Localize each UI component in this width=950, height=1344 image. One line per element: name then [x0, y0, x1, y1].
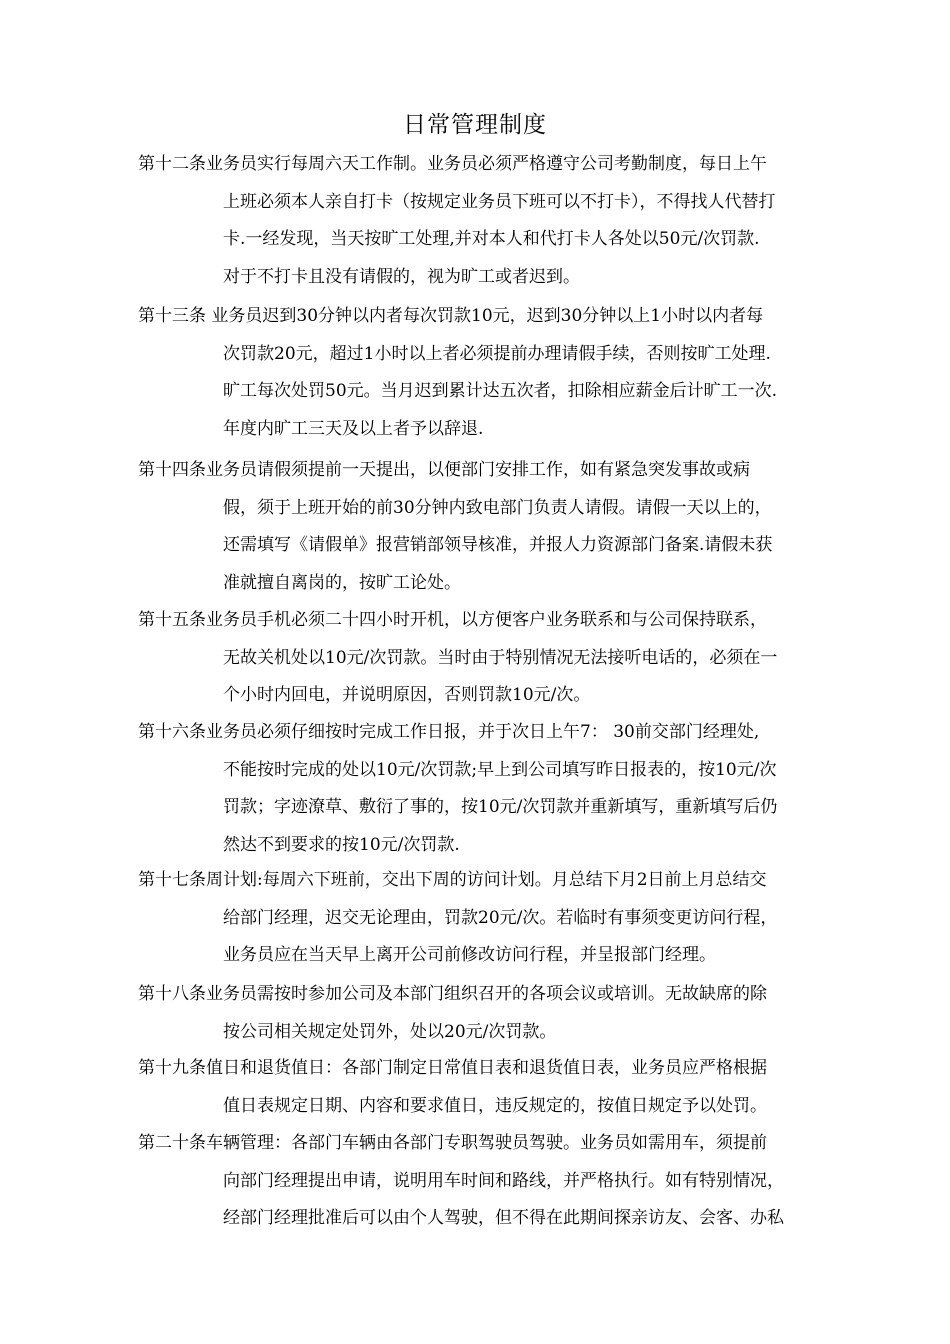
clause-13 — [138, 298, 823, 448]
clause-19 — [138, 1050, 823, 1125]
clause-15 — [138, 602, 823, 715]
clause-line: 经部门经理批准后可以由个人驾驶，但不得在此期间探亲访友、会客、办私 — [223, 1208, 784, 1228]
clause-line: 给部门经理，迟交无论理由，罚款20元/次。若临时有事须变更访问行程， — [223, 907, 778, 928]
clause-line: 不能按时完成的处以10元/次罚款;早上到公司填写昨日报表的，按10元/次 — [223, 759, 777, 780]
clause-line: 罚款；字迹潦草、敷衍了事的，按10元/次罚款并重新填写，重新填写后仍 — [223, 797, 778, 817]
clause-line: 然达不到要求的按10元/次罚款. — [223, 834, 460, 855]
clause-line: 无故关机处以10元/次罚款。当时由于特别情况无法接听电话的，必须在一 — [223, 647, 778, 668]
document-title: 日常管理制度 — [403, 112, 547, 138]
clause-line: 卡.一经发现，当天按旷工处理,并对本人和代打卡人各处以50元/次罚款. — [223, 229, 760, 249]
clause-line: 个小时内回电，并说明原因，否则罚款10元/次。 — [223, 685, 591, 705]
clause-line: 第十六条业务员必须仔细按时完成工作日报，并于次日上午7： 30前交部门经理处, — [138, 722, 760, 742]
clause-line: 第十八条业务员需按时参加公司及本部门组织召开的各项会议或培训。无故缺席的除 — [138, 984, 767, 1004]
clause-line: 年度内旷工三天及以上者予以辞退. — [223, 418, 484, 439]
clause-line: 第二十条车辆管理：各部门车辆由各部门专职驾驶员驾驶。业务员如需用车，须提前 — [138, 1133, 767, 1153]
clause-14 — [138, 452, 823, 602]
clause-line: 第十四条业务员请假须提前一天提出，以便部门安排工作，如有紧急突发事故或病 — [138, 460, 750, 480]
clause-18 — [138, 976, 823, 1051]
clause-line: 第十七条周计划:每周六下班前，交出下周的访问计划。月总结下月2日前上月总结交 — [138, 870, 767, 890]
clause-line: 值日表规定日期、内容和要求值日，违反规定的，按值日规定予以处罚。 — [223, 1095, 767, 1116]
clause-line: 第十九条值日和退货值日：各部门制定日常值日表和退货值日表，业务员应严格根据 — [138, 1058, 767, 1078]
clause-line: 第十五条业务员手机必须二十四小时开机，以方便客户业务联系和与公司保持联系， — [138, 610, 767, 630]
clause-line: 假，须于上班开始的前30分钟内致电部门负责人请假。请假一天以上的， — [223, 497, 772, 518]
clause-20 — [138, 1125, 823, 1238]
clause-17 — [138, 862, 823, 975]
clause-line: 旷工每次处罚50元。当月迟到累计达五次者，扣除相应薪金后计旷工一次. — [223, 381, 778, 401]
clause-line: 次罚款20元，超过1小时以上者必须提前办理请假手续，否则按旷工处理. — [223, 343, 771, 364]
clause-line: 向部门经理提出申请，说明用车时间和路线，并严格执行。如有特别情况， — [223, 1170, 784, 1191]
clause-line: 业务员应在当天早上离开公司前修改访问行程，并呈报部门经理。 — [223, 945, 716, 965]
clause-line: 还需填写《请假单》报营销部领导核准，并报人力资源部门备案.请假未获 — [223, 535, 773, 555]
clause-line: 按公司相关规定处罚外，处以20元/次罚款。 — [223, 1021, 557, 1042]
clause-12 — [138, 146, 823, 296]
clause-16 — [138, 714, 823, 864]
clause-line: 第十二条业务员实行每周六天工作制。业务员必须严格遵守公司考勤制度，每日上午 — [138, 154, 767, 174]
clause-line: 第十三条 业务员迟到30分钟以内者每次罚款10元，迟到30分钟以上1小时以内者每 — [138, 306, 764, 326]
clause-line: 对于不打卡且没有请假的，视为旷工或者迟到。 — [223, 266, 580, 287]
clause-line: 上班必须本人亲自打卡（按规定业务员下班可以不打卡），不得找人代替打 — [223, 191, 776, 212]
clause-line: 准就擅自离岗的，按旷工论处。 — [223, 572, 461, 593]
